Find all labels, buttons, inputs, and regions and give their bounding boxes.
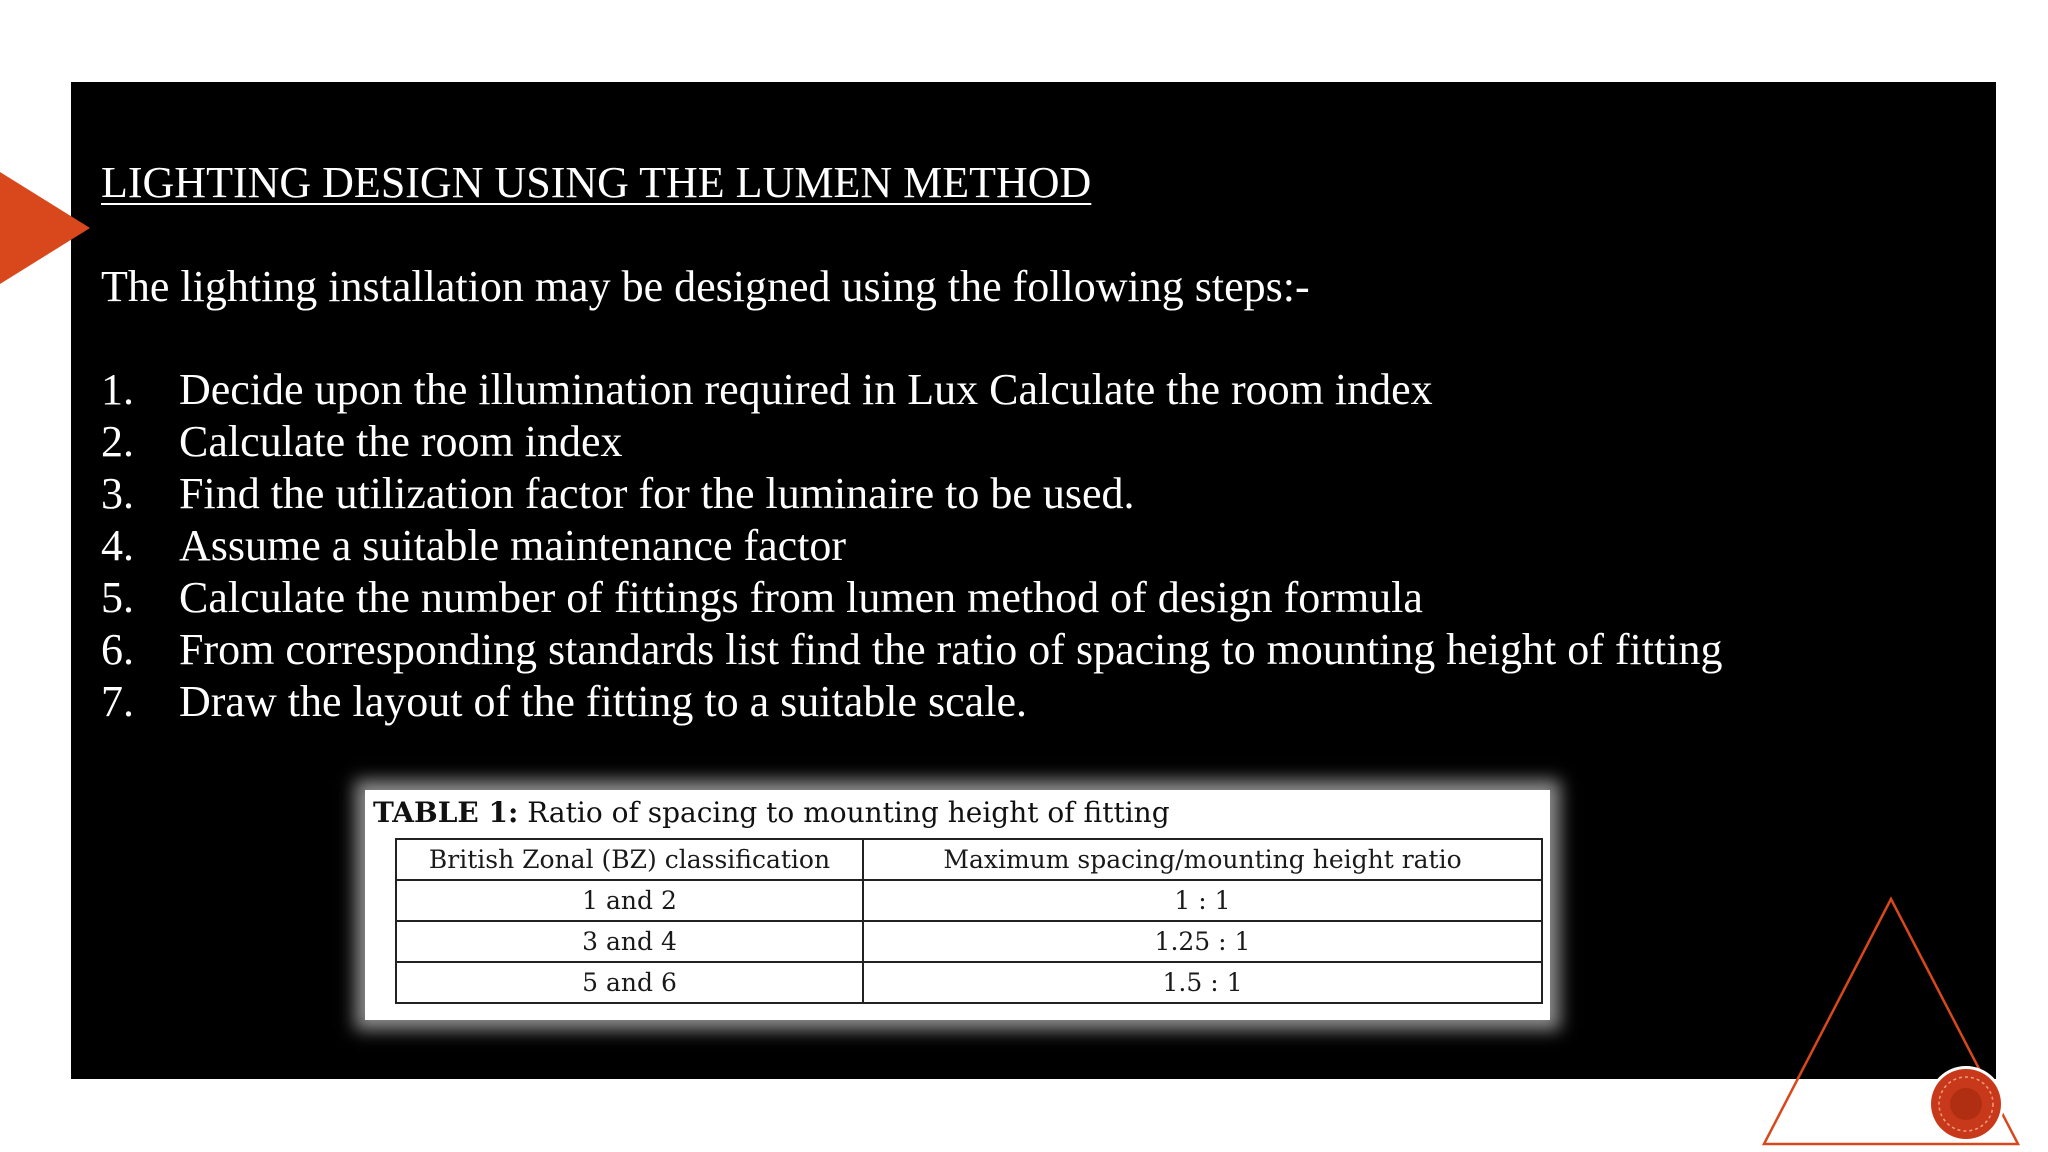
- step-item: [101, 676, 1722, 728]
- step-item: [101, 416, 1722, 468]
- accent-arrow-icon: [0, 172, 90, 284]
- table-row: [396, 921, 1542, 962]
- step-text: Decide upon the illumination required in Lux Calculate the room index: [179, 365, 1433, 414]
- step-item: [101, 364, 1722, 416]
- table-header-cell: British Zonal (BZ) classification: [396, 839, 863, 880]
- step-text: Calculate the room index: [179, 417, 623, 466]
- table-caption-label: TABLE 1:: [373, 796, 519, 829]
- step-number: 1.: [101, 365, 134, 414]
- table-row: [396, 880, 1542, 921]
- steps-list: [101, 364, 1722, 728]
- table-cell: 1 and 2: [396, 880, 863, 921]
- step-item: [101, 520, 1722, 572]
- spacing-ratio-table: [395, 838, 1543, 1004]
- step-number: 7.: [101, 677, 134, 726]
- table-cell: 5 and 6: [396, 962, 863, 1003]
- step-number: 2.: [101, 417, 134, 466]
- table-row: [396, 962, 1542, 1003]
- step-text: Draw the layout of the fitting to a suitable scale.: [179, 677, 1027, 726]
- step-number: 5.: [101, 573, 134, 622]
- table-cell: 1.5 : 1: [863, 962, 1542, 1003]
- step-item: [101, 572, 1722, 624]
- intro-text: The lighting installation may be designed using the following steps:-: [101, 262, 1310, 311]
- step-number: 6.: [101, 625, 134, 674]
- step-text: Calculate the number of fittings from lumen method of design formula: [179, 573, 1423, 622]
- table-header-cell: Maximum spacing/mounting height ratio: [863, 839, 1542, 880]
- seal-badge-icon: [1925, 1063, 2007, 1145]
- step-text: Find the utilization factor for the luminaire to be used.: [179, 469, 1135, 518]
- step-item: [101, 624, 1722, 676]
- step-text: From corresponding standards list find the ratio of spacing to mounting height of fitting: [179, 625, 1723, 674]
- table-cell: 1.25 : 1: [863, 921, 1542, 962]
- table-caption-text: Ratio of spacing to mounting height of fitting: [518, 796, 1170, 829]
- slide-title: LIGHTING DESIGN USING THE LUMEN METHOD: [101, 158, 1092, 207]
- table-cell: 1 : 1: [863, 880, 1542, 921]
- step-text: Assume a suitable maintenance factor: [179, 521, 847, 570]
- step-number: 4.: [101, 521, 134, 570]
- table-figure: [365, 790, 1550, 1020]
- step-number: 3.: [101, 469, 134, 518]
- step-item: [101, 468, 1722, 520]
- table-cell: 3 and 4: [396, 921, 863, 962]
- table-caption: [373, 796, 1170, 829]
- table-header-row: [396, 839, 1542, 880]
